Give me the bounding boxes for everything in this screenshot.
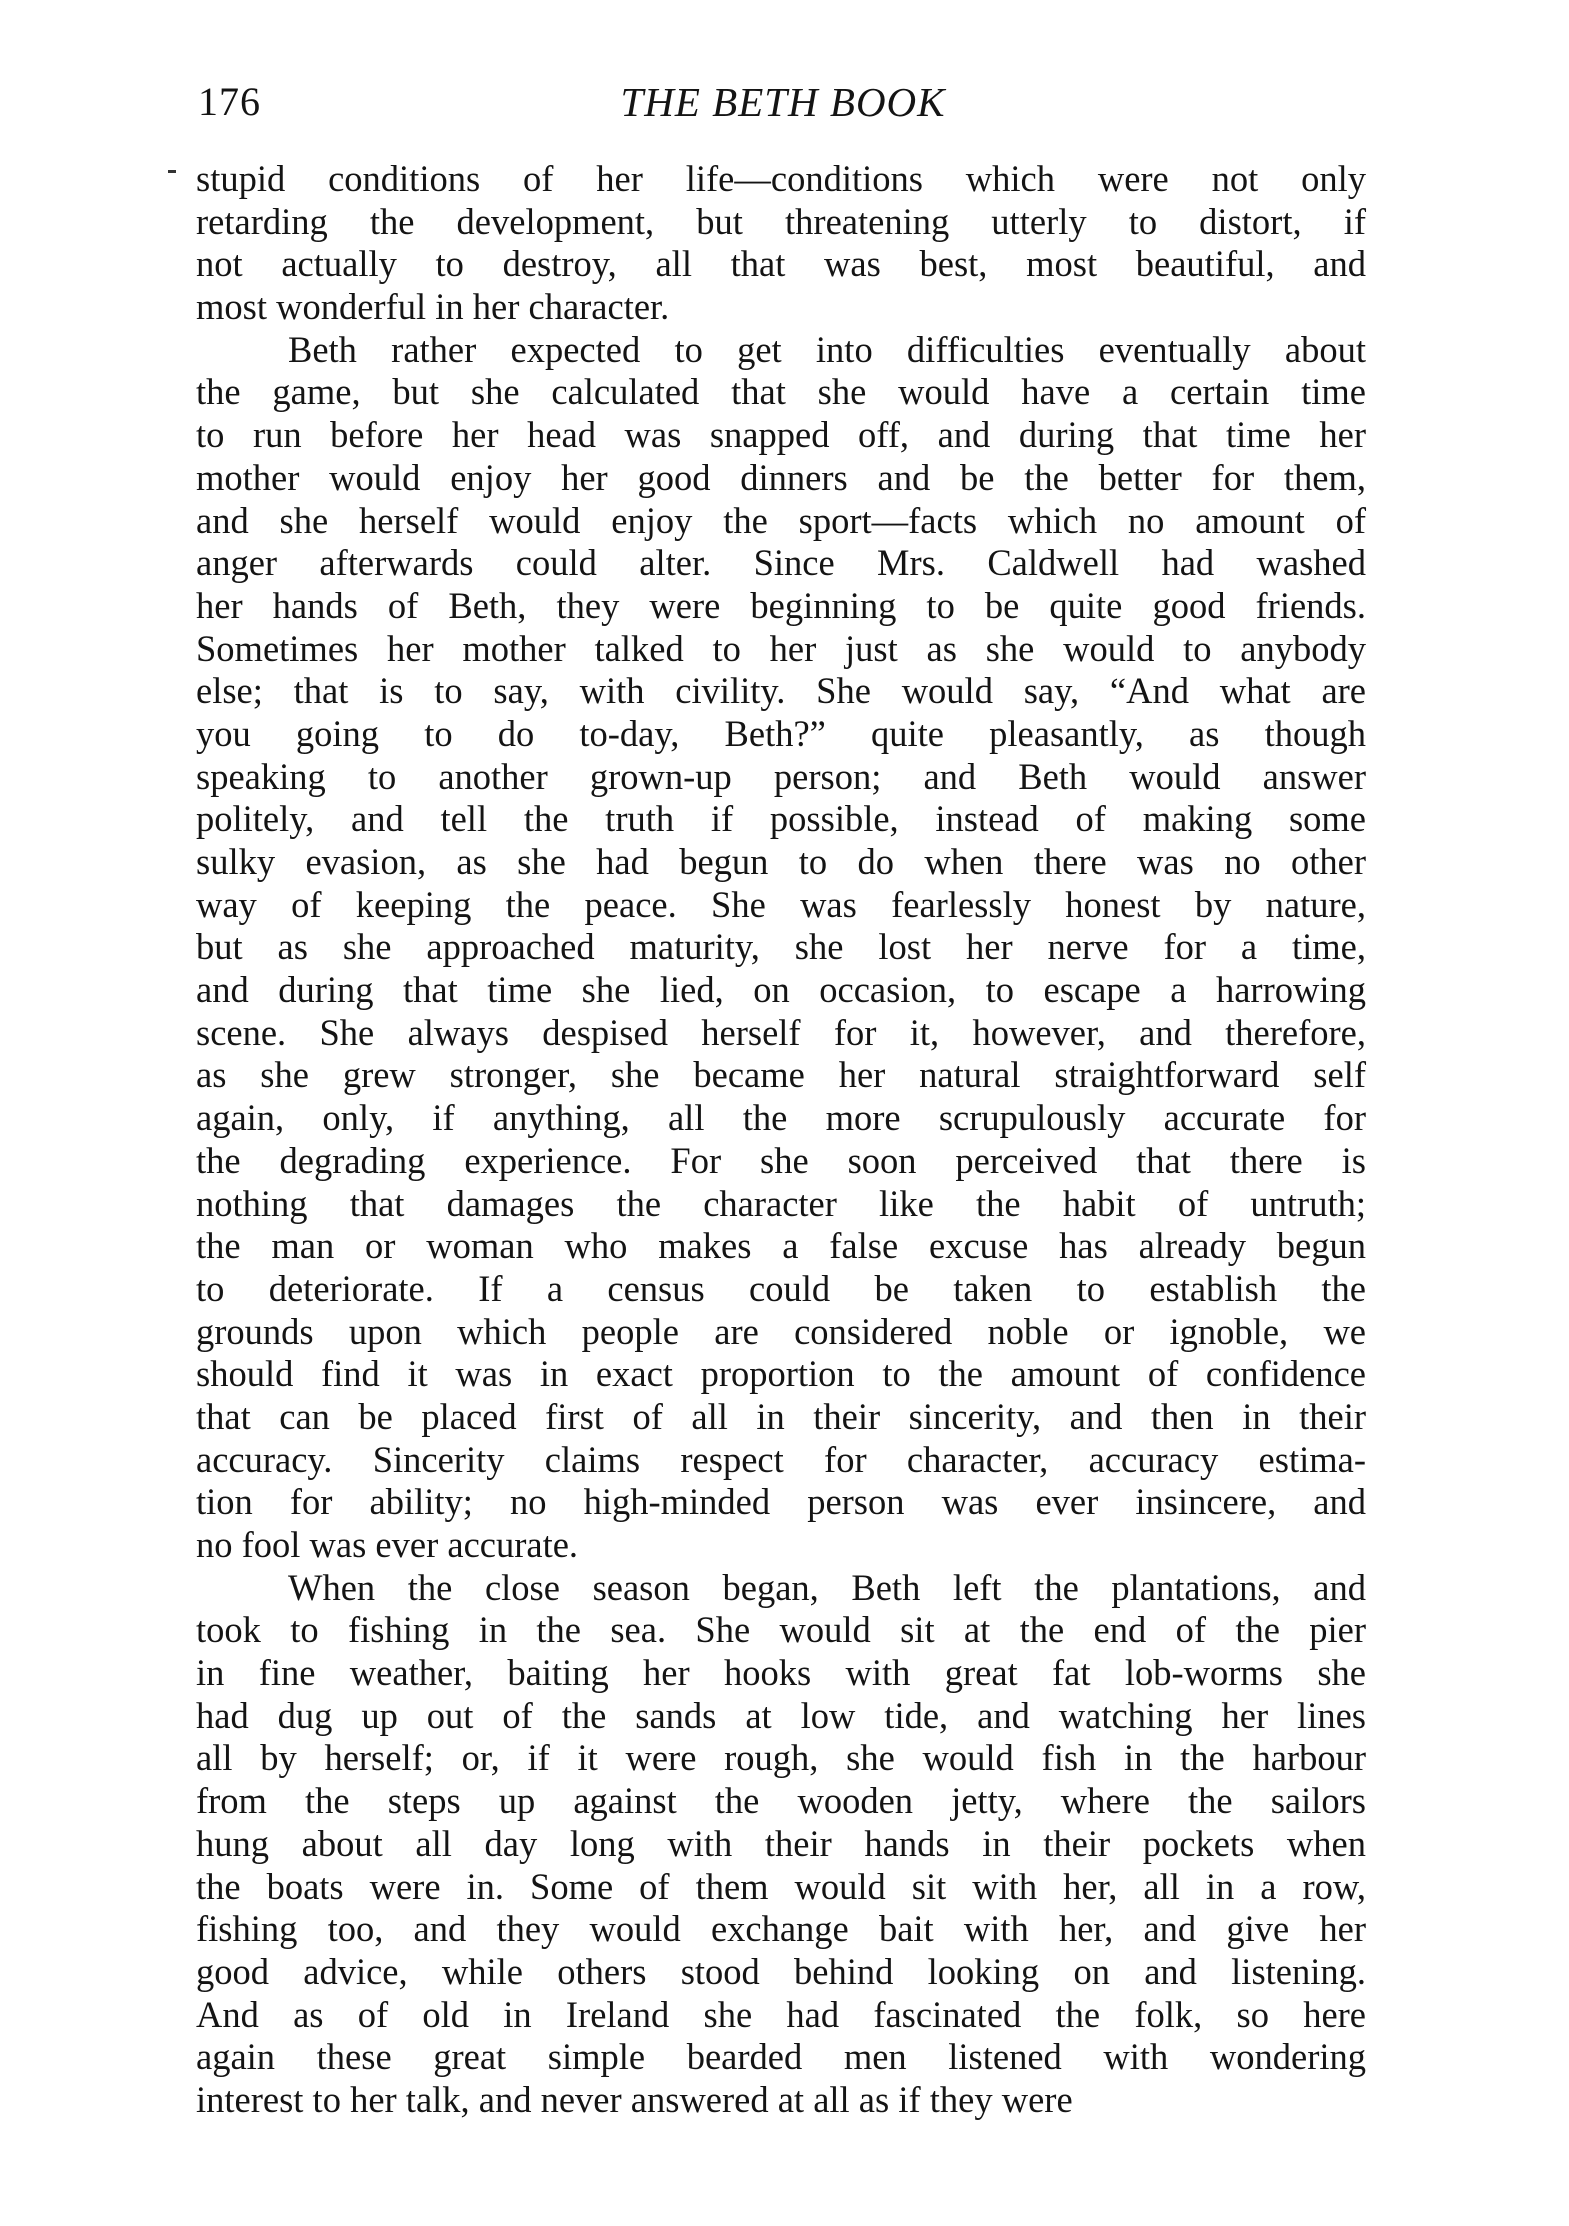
text-line: Beth rather expected to get into difficulties eventually about <box>288 328 1366 370</box>
text-line: all by herself; or, if it were rough, she would fish in the harbour <box>196 1737 1366 1779</box>
text-line: in fine weather, baiting her hooks with great fat lob-worms she <box>196 1652 1366 1694</box>
text-line: to deteriorate. If a census could be taken to establish the <box>196 1267 1366 1309</box>
text-line: again these great simple bearded men listened with wondering <box>196 2036 1366 2078</box>
text-line: the boats were in. Some of them would sit with her, all in a row, <box>196 1865 1366 1907</box>
text-line: and during that time she lied, on occasion, to escape a harrowing <box>196 969 1366 1011</box>
text-line: stupid conditions of her life—conditions which were not only <box>196 158 1366 199</box>
text-line: should find it was in exact proportion to the amount of confidence <box>196 1353 1366 1395</box>
text-line: good advice, while others stood behind looking on and listening. <box>196 1950 1366 1992</box>
text-line: And as of old in Ireland she had fascinated the folk, so here <box>196 1993 1366 2035</box>
text-line: took to fishing in the sea. She would sit at the end of the pier <box>196 1609 1366 1651</box>
text-line: tion for ability; no high-minded person was ever insincere, and <box>196 1481 1366 1523</box>
text-line: way of keeping the peace. She was fearlessly honest by nature, <box>196 883 1366 925</box>
text-line: interest to her talk, and never answered at all as if they were <box>196 2078 1073 2120</box>
text-line: retarding the development, but threatening utterly to distort, if <box>196 200 1366 242</box>
text-line: When the close season began, Beth left the plantations, and <box>288 1566 1366 1608</box>
text-line: anger afterwards could alter. Since Mrs. Caldwell had washed <box>196 542 1366 584</box>
text-line: most wonderful in her character. <box>196 286 670 328</box>
text-line: had dug up out of the sands at low tide, and watching her lines <box>196 1694 1366 1736</box>
text-line: grounds upon which people are considered noble or ignoble, we <box>196 1310 1366 1352</box>
text-line: no fool was ever accurate. <box>196 1524 579 1565</box>
text-line: as she grew stronger, she became her natural straightforward self <box>196 1054 1366 1096</box>
text-line: and she herself would enjoy the sport—facts which no amount of <box>196 499 1366 541</box>
text-line: else; that is to say, with civility. She would say, “And what are <box>196 670 1366 712</box>
text-line: Sometimes her mother talked to her just as she would to anybody <box>196 627 1366 669</box>
text-line: mother would enjoy her good dinners and be the better for them, <box>196 456 1366 498</box>
text-line: you going to do to-day, Beth?” quite pleasantly, as though <box>196 712 1366 754</box>
text-line: speaking to another grown-up person; and Beth would answer <box>196 755 1366 797</box>
text-line: her hands of Beth, they were beginning to be quite good friends. <box>196 584 1366 626</box>
text-line: the degrading experience. For she soon perceived that there is <box>196 1139 1366 1181</box>
text-line: the game, but she calculated that she would have a certain time <box>196 371 1366 413</box>
body-text <box>196 158 1366 2122</box>
text-line: hung about all day long with their hands in their pockets when <box>196 1822 1366 1864</box>
running-title: THE BETH BOOK <box>620 79 946 125</box>
page-header <box>198 78 1368 138</box>
text-line: the man or woman who makes a false excuse has already begun <box>196 1225 1366 1267</box>
paragraph <box>196 158 1366 329</box>
paragraph <box>196 329 1366 1567</box>
text-line: sulky evasion, as she had begun to do when there was no other <box>196 841 1366 882</box>
text-line: that can be placed first of all in their sincerity, and then in their <box>196 1395 1366 1437</box>
text-line: again, only, if anything, all the more scrupulously accurate for <box>196 1097 1366 1139</box>
text-line: accuracy. Sincerity claims respect for character, accuracy estima- <box>196 1438 1366 1480</box>
text-line: but as she approached maturity, she lost her nerve for a time, <box>196 926 1366 968</box>
text-line: scene. She always despised herself for it, however, and therefore, <box>196 1011 1366 1053</box>
text-line: from the steps up against the wooden jetty, where the sailors <box>196 1780 1366 1822</box>
text-line: nothing that damages the character like the habit of untruth; <box>196 1182 1366 1224</box>
text-line: politely, and tell the truth if possible, instead of making some <box>196 798 1366 840</box>
paragraph <box>196 1567 1366 2122</box>
stray-ink-mark <box>168 170 176 173</box>
text-line: not actually to destroy, all that was best, most beautiful, and <box>196 243 1366 285</box>
text-line: to run before her head was snapped off, and during that time her <box>196 414 1366 456</box>
page-number: 176 <box>198 79 261 124</box>
text-line: fishing too, and they would exchange bait with her, and give her <box>196 1908 1366 1950</box>
